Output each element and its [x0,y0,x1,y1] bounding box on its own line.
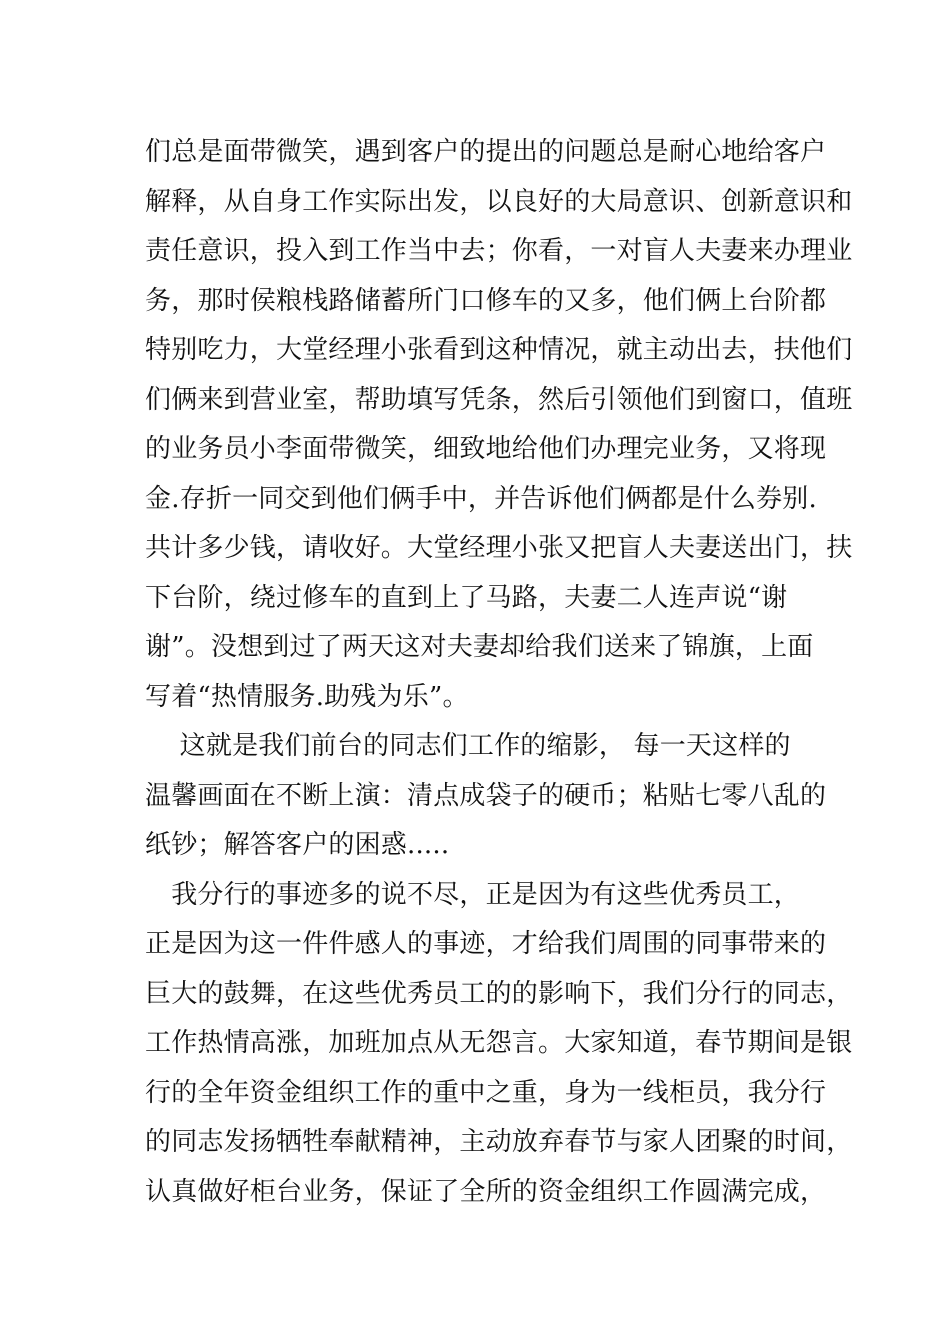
text-line: 的业务员小李面带微笑，细致地给他们办理完业务，又将现 [145,434,827,464]
text-line: 责任意识，投入到工作当中去；你看，一对盲人夫妻来办理业 [145,236,853,266]
text-line: 共计多少钱，请收好。大堂经理小张又把盲人夫妻送出门，扶 [145,533,853,563]
text-line: 行的全年资金组织工作的重中之重，身为一线柜员，我分行 [145,1077,827,1108]
paragraph-start-line: 这就是我们前台的同志们工作的缩影， 每一天这样的 [145,731,791,761]
text-line: 们俩来到营业室，帮助填写凭条，然后引领他们到窗口，值班 [145,384,853,415]
text-line: 认真做好柜台业务，保证了全所的资金组织工作圆满完成， [145,1176,827,1207]
text-line: 温馨画面在不断上演：清点成袋子的硬币；粘贴七零八乱的 [145,780,827,811]
text-line: 解释，从自身工作实际出发，以良好的大局意识、创新意识和 [145,186,853,217]
body-text [145,128,853,1217]
text-line: 特别吃力，大堂经理小张看到这种情况，就主动出去，扶他们 [145,335,853,365]
text-line: 下台阶，绕过修车的直到上了马路，夫妻二人连声说“谢 [145,582,788,613]
text-line: 们总是面带微笑，遇到客户的提出的问题总是耐心地给客户 [145,137,827,167]
text-line: 正是因为这一件件感人的事迹，才给我们周围的同事带来的 [145,929,827,959]
text-line: 写着“热情服务.助残为乐”。 [145,681,469,712]
text-line: 纸钞；解答客户的困惑..... [145,830,450,860]
paragraph-start-line: 我分行的事迹多的说不尽，正是因为有这些优秀员工， [145,879,801,910]
text-line: 的同志发扬牺牲奉献精神，主动放弃春节与家人团聚的时间， [145,1127,853,1157]
text-line: 工作热情高涨，加班加点从无怨言。大家知道，春节期间是银 [145,1028,853,1058]
text-line: 务，那时侯粮栈路储蓄所门口修车的又多，他们俩上台阶都 [145,285,827,316]
text-line: 巨大的鼓舞，在这些优秀员工的的影响下，我们分行的同志， [145,978,853,1009]
text-line: 谢”。没想到过了两天这对夫妻却给我们送来了锦旗，上面 [145,632,814,662]
text-line: 金.存折一同交到他们俩手中，并告诉他们俩都是什么券别. [145,483,817,514]
